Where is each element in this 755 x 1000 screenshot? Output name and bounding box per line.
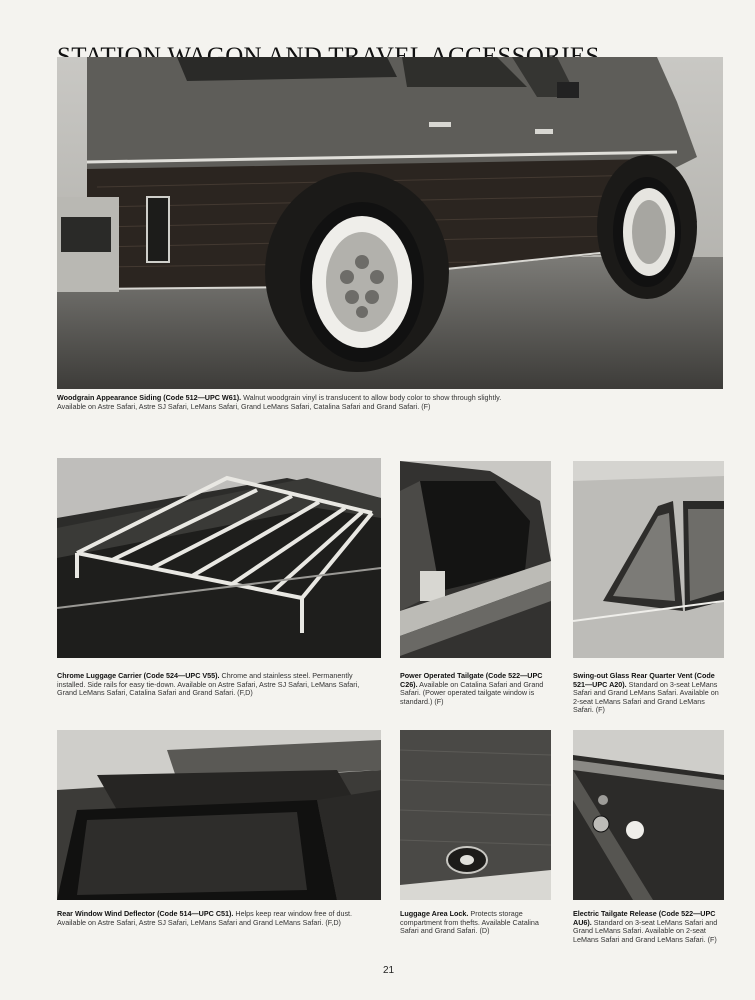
quarter-vent-photo xyxy=(573,461,724,658)
luggage-lock-caption xyxy=(400,910,553,936)
power-tailgate-caption xyxy=(400,672,553,706)
page-number: 21 xyxy=(383,965,395,976)
caption-heading: Luggage Area Lock. xyxy=(400,909,469,918)
caption-body: Chrome and stainless steel. Permanently installed. Side rails for easy tie-down. Available on Astre Safari, Astre SJ Safari, LeMans Safari, Grand LeMans Safari, Catalina Safari and Grand Safari. (F,D) xyxy=(57,671,360,698)
luggage-carrier-photo xyxy=(57,458,381,658)
caption-body: Standard on 3-seat LeMans Safari and Grand LeMans Safari. Available on 2-seat LeMans Safari and Grand LeMans Safari. (F) xyxy=(573,917,718,944)
wind-deflector-caption xyxy=(57,910,381,927)
caption-heading: Electric Tailgate Release (Code 522—UPC AU6). xyxy=(573,909,716,927)
caption-body: Helps keep rear window free of dust. Available on Astre Safari, Astre SJ Safari, LeMans Safari and Grand LeMans Safari. (F,D) xyxy=(57,909,353,927)
caption-heading: Chrome Luggage Carrier (Code 524—UPC V55). xyxy=(57,671,220,680)
caption-heading: Power Operated Tailgate (Code 522—UPC C26). xyxy=(400,671,543,689)
luggage-lock-photo xyxy=(400,730,551,900)
caption-heading: Rear Window Wind Deflector (Code 514—UPC C51). xyxy=(57,909,234,918)
woodgrain-siding-caption xyxy=(57,394,503,411)
tailgate-release-caption xyxy=(573,910,725,944)
luggage-carrier-caption xyxy=(57,672,381,698)
woodgrain-siding-photo xyxy=(57,57,723,389)
quarter-vent-caption xyxy=(573,672,725,715)
caption-body: Walnut woodgrain vinyl is translucent to allow body color to show through slightly. Available on Astre Safari, Astre SJ Safari, LeMans Safari, Grand LeMans Safari, Catalina Safari and Grand Safari. (F) xyxy=(57,393,502,411)
caption-heading: Woodgrain Appearance Siding (Code 512—UPC W61). xyxy=(57,393,242,402)
caption-body: Available on Catalina Safari and Grand Safari. (Power operated tailgate window is standard.) (F) xyxy=(400,679,544,706)
wind-deflector-photo xyxy=(57,730,381,900)
tailgate-release-photo xyxy=(573,730,724,900)
caption-body: Protects storage compartment from thefts. Available Catalina Safari and Grand Safari. (D) xyxy=(400,909,539,936)
caption-body: Standard on 3-seat LeMans Safari and Grand LeMans Safari. Available on 2-seat LeMans Safari and Grand LeMans Safari. (F) xyxy=(573,679,719,715)
caption-heading: Swing-out Glass Rear Quarter Vent (Code 521—UPC A20). xyxy=(573,671,715,689)
power-tailgate-photo xyxy=(400,461,551,658)
